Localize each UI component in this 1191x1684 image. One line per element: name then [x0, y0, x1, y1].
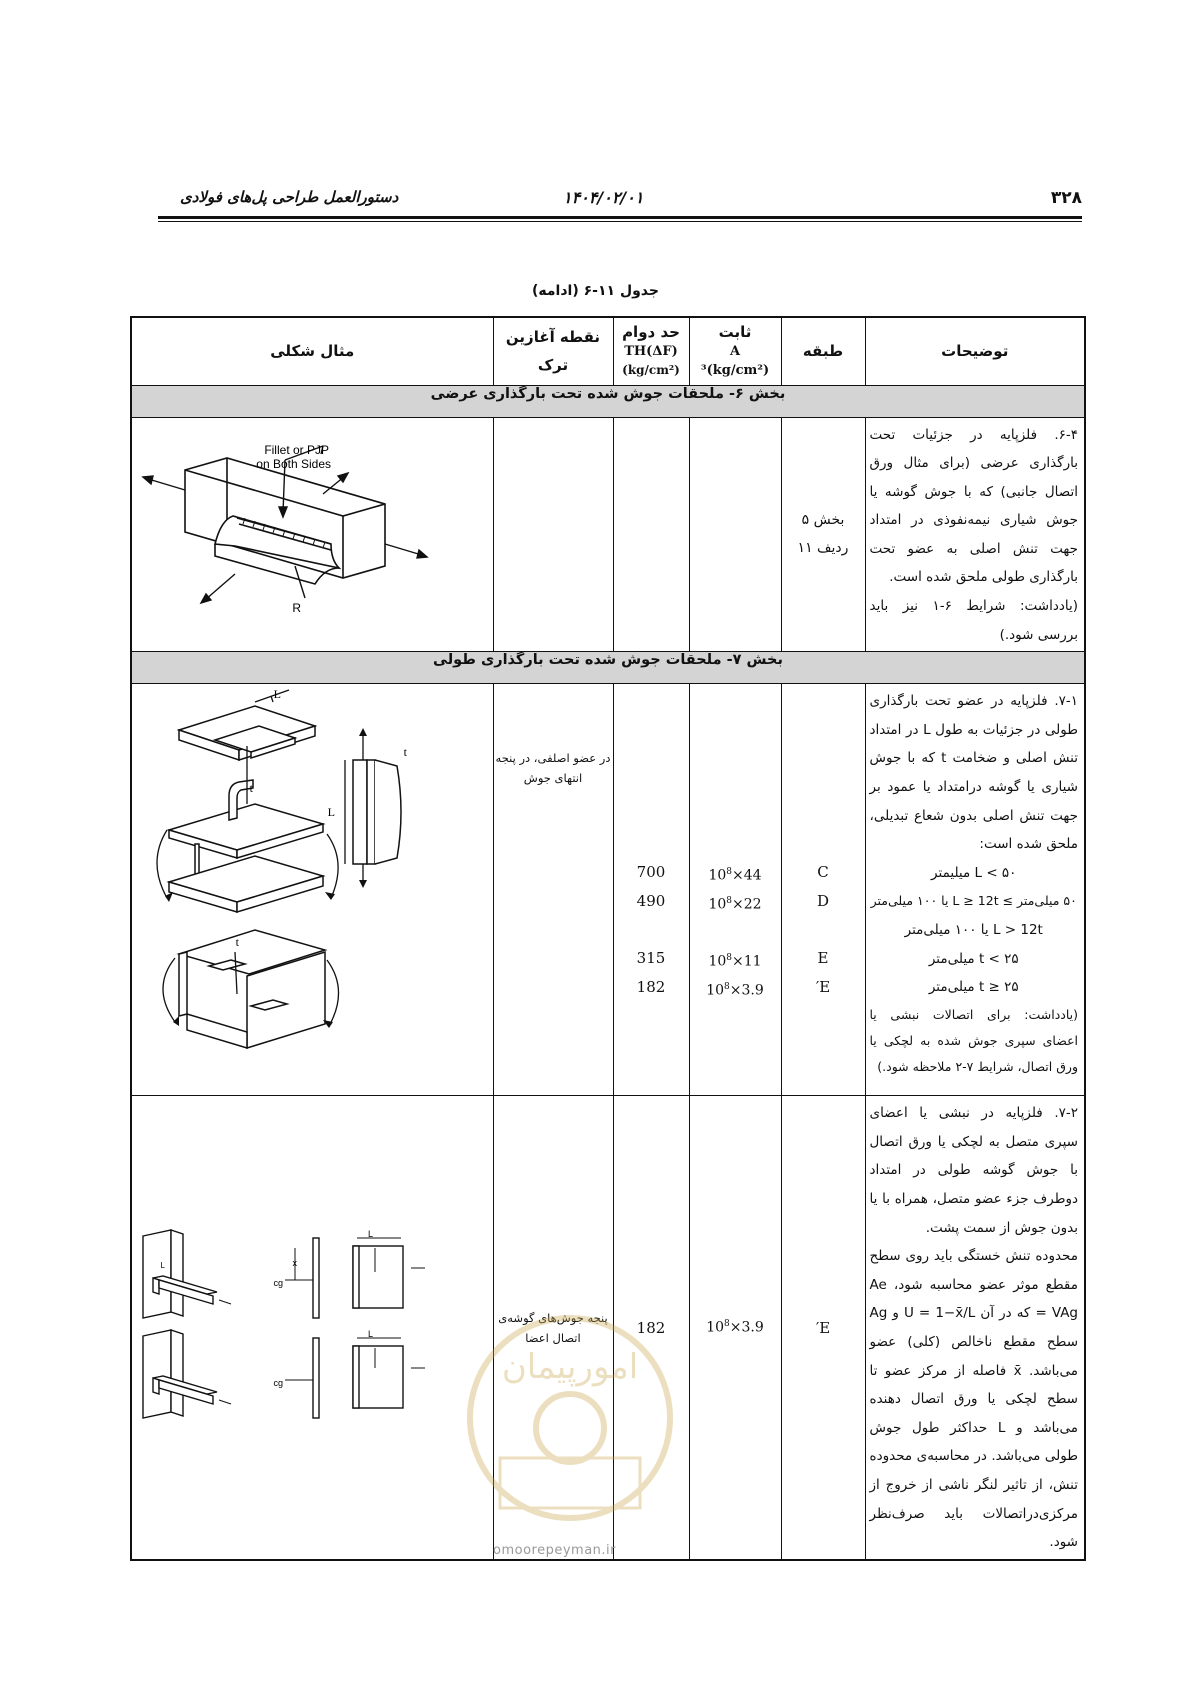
- col-example: مثال شکلی: [131, 317, 493, 385]
- fig-label-sides: on Both Sides: [255, 456, 331, 471]
- fig-L-label-b: L: [367, 1328, 373, 1339]
- fig-label-fillet: Fillet or PJP: [263, 442, 329, 457]
- col-category: طبقه: [781, 317, 865, 385]
- col-constant: ثابت A (kg/cm²)³: [689, 317, 781, 385]
- fig-L-label: L: [273, 687, 281, 702]
- row-6-4-crack: [493, 417, 613, 652]
- col-threshold: حد دوام (ΔF)TH (kg/cm²): [613, 317, 689, 385]
- row-7-1-constants: $44\times 10^8$ $22\times 10^8$ $11\times 10^8$ $3.9\times 10^8$: [689, 684, 781, 1096]
- fig-cg-label-2: cg: [272, 1377, 283, 1388]
- lateral-plate-figure: [135, 418, 493, 636]
- row-7-2-desc: ۷-۲. فلزپایه در نبشی یا اعضای سپری متصل به لچکی یا ورق اتصال با جوش گوشه طولی در امتداد دوطرف جزء عضو متصل، همراه با یا بدون جوش از سمت پشت. محدوده تنش خستگی باید روی سطح مقطع موثر عضو محاسبه شود، Ae = VAg که در آن U = 1−x̄/L و Ag سطح مقطع ناخالص (کلی) عضو می‌باشد. x̄ فاصله از مرکز عضو تا سطح لچکی یا ورق اتصال دهنده می‌باشد و L حداکثر طول جوش طولی می‌باشد. در محاسبه‌ی محدوده تنش، از تاثیر لنگر ناشی از خروج از مرکزی‌دراتصالات باید صرف‌نظر شود.: [865, 1096, 1085, 1560]
- section-7-row: [131, 652, 1085, 684]
- table-caption: جدول ۱۱-۶ (ادامه): [532, 283, 659, 299]
- header-date: ۱۴۰۴/۰۲/۰۱: [563, 188, 644, 207]
- section-6-row: [131, 385, 1085, 417]
- header-title: دستورالعمل طراحی پل‌های فولادی: [180, 188, 399, 206]
- col-crack: نقطه آغازین ترک: [493, 317, 613, 385]
- fig-t-label-3: t: [235, 935, 239, 950]
- fig-L-side-label: L: [327, 805, 335, 820]
- fatigue-table: [130, 316, 1086, 1561]
- page-header: [158, 188, 1082, 222]
- section-7-title: بخش ۷- ملحقات جوش شده تحت بارگذاری طولی: [131, 652, 1085, 684]
- header-rule: [158, 216, 1082, 219]
- row-6-4-threshold: [613, 417, 689, 652]
- watermark-logo-text: امورپیمان: [501, 1347, 639, 1387]
- row-7-1-crack: در عضو اصلفی، در پنجه انتهای جوش: [493, 684, 613, 1096]
- row-7-1-figure: [131, 684, 493, 1096]
- fig-t-label: t: [403, 745, 407, 760]
- fig-L-label-a: L: [367, 1228, 373, 1239]
- row-6-4-constant: [689, 417, 781, 652]
- row-6-4: [131, 417, 1085, 652]
- header-rule-thin: [158, 221, 1082, 222]
- row-6-4-desc: ۶-۴. فلزپایه در جزئیات تحت بارگذاری عرضی (برای مثال ورق اتصال جانبی) که با جوش گوشه یا جوش شیاری نیمه‌نفوذی در امتداد جهت تنش اصلی به عضو تحت بارگذاری طولی ملحق شده است. (یادداشت: شرایط ۶-۱ نیز باید بررسی شود.): [865, 417, 1085, 652]
- fig-cg-label: cg: [272, 1277, 283, 1288]
- row-7-2-figure: [131, 1096, 493, 1560]
- row-7-2-crack: پنجه جوش‌های گوشه‌ی اتصال اعضا: [493, 1096, 613, 1560]
- fig-t-label-2: t: [249, 781, 253, 796]
- angle-gusset-figure: [135, 1228, 493, 1428]
- col-desc: توضیحات: [865, 317, 1085, 385]
- fig-label-r: R: [291, 600, 301, 615]
- page-number: ۳۲۸: [1050, 188, 1082, 208]
- table-header-row: [131, 317, 1085, 385]
- watermark-site: omoorepeyman.ir: [493, 1543, 616, 1558]
- row-7-2-category: E′: [781, 1096, 865, 1560]
- fig-x-label: x: [292, 1257, 297, 1268]
- fig-L-label-c: L: [160, 1260, 165, 1270]
- row-7-2: [131, 1096, 1085, 1560]
- row-7-1: [131, 684, 1085, 1096]
- row-7-2-threshold: 182: [613, 1096, 689, 1560]
- row-7-1-categories: C D E E′: [781, 684, 865, 1096]
- longitudinal-attachment-figure: [135, 684, 493, 1092]
- row-7-1-thresholds: 700 490 315 182: [613, 684, 689, 1096]
- row-6-4-category: بخش ۵ ردیف ۱۱: [781, 417, 865, 652]
- row-6-4-figure: [131, 417, 493, 652]
- row-7-2-constant: $3.9\times 10^8$: [689, 1096, 781, 1560]
- section-6-title: بخش ۶- ملحقات جوش شده تحت بارگذاری عرضی: [131, 385, 1085, 417]
- row-7-1-desc: ۷-۱. فلزپایه در عضو تحت بارگذاری طولی در جزئیات به طول L در امتداد تنش اصلی و ضخامت t که با جوش شیاری یا گوشه درامتداد یا عمود بر جهت تنش اصلی بدون شعاع تبدیلی، ملحق شده است: L < ۵۰ میلیمتر ۵۰ میلی‌متر ≥ L ≥ 12t یا ۱۰۰ میلی‌متر L > 12t یا ۱۰۰ میلی‌متر t < ۲۵ میلی‌متر t ≥ ۲۵ میلی‌متر (یادداشت: برای اتصالات نبشی یا اعضای سپری جوش شده به لچکی یا ورق اتصال، شرایط ۷-۲ ملاحظه شود.): [865, 684, 1085, 1096]
